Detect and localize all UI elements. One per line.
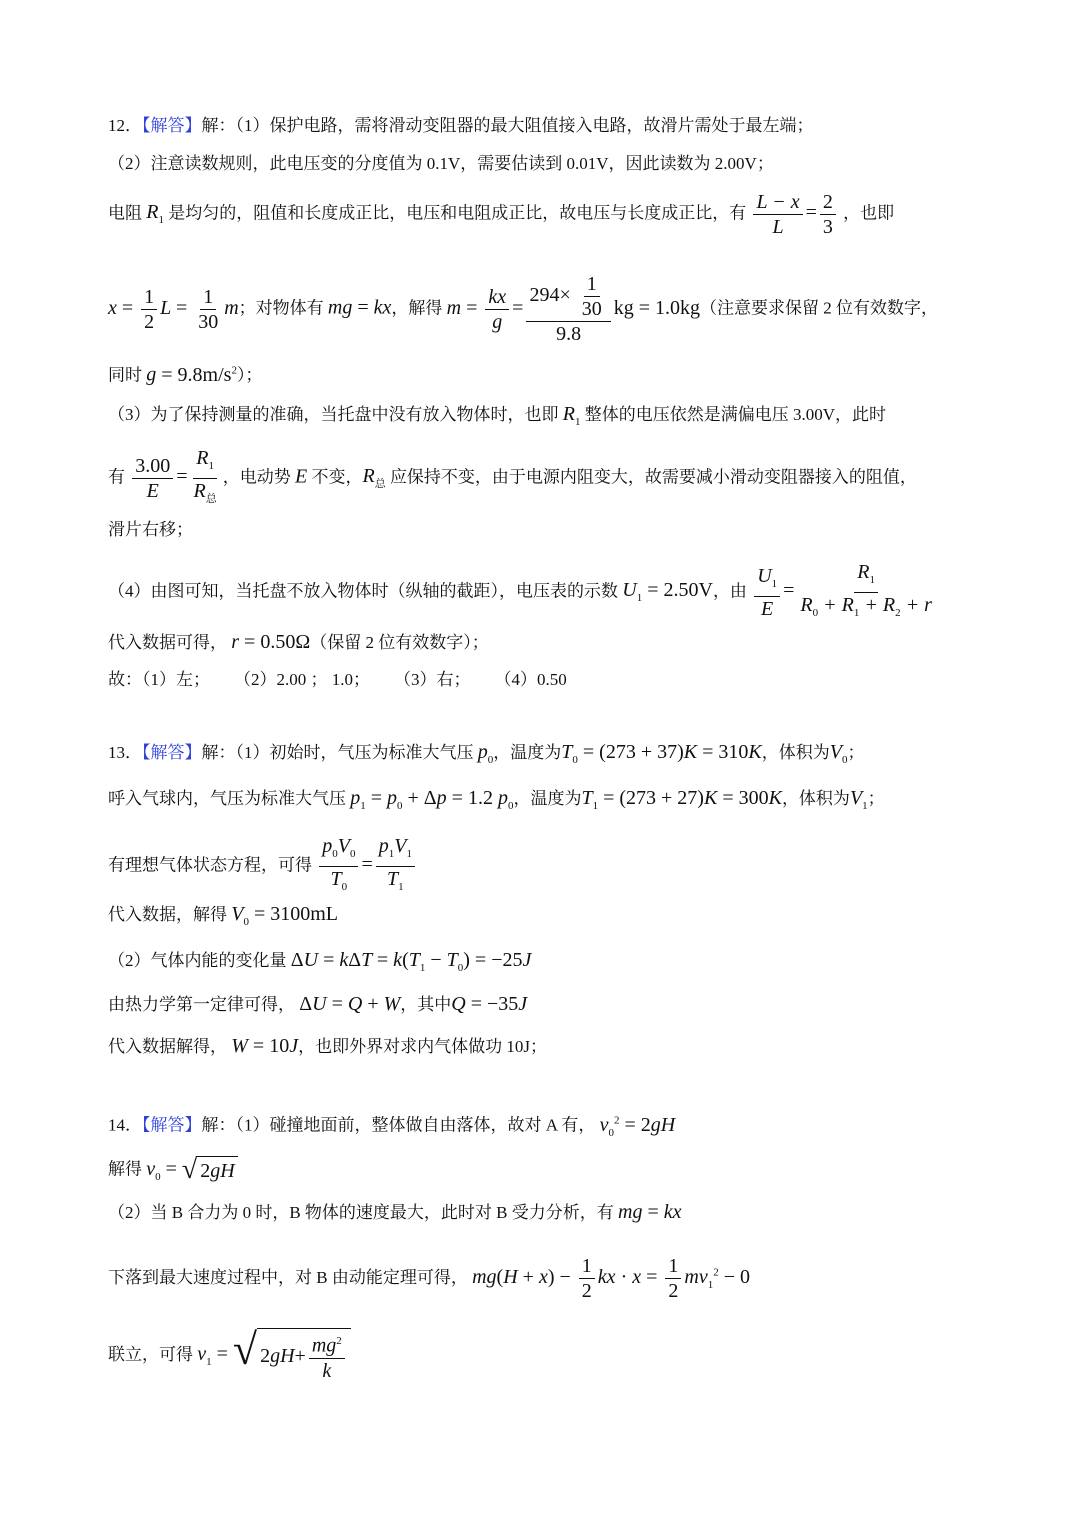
q14-line-5: 联立，可得 $v_1$ = √ 2 gH + $\frac{mg^2}{k}$ [108, 1328, 984, 1383]
math-x-value: x = $\frac{1}{2}$ L = $\frac{1}{30}$ m [108, 285, 239, 333]
q12-line-6: （3）为了保持测量的准确，当托盘中没有放入物体时，也即 $R_1$ 整体的电压依然是满偏电压 3.00V，此时 [108, 403, 886, 428]
math-g-value: $g = 9.8m/s^2$ [146, 363, 237, 386]
math-ratio: $\frac{L - x}{L}$ [753, 190, 802, 239]
q12-line-5: 同时 $g = 9.8m/s^2$）； [108, 363, 263, 386]
q12-line-4: x = $\frac{1}{2}$ L = $\frac{1}{30}$ m；对物体有 mg = kx，解得 m = $\frac{kx}{g}$ = 294× $\frac{1}{30}$ 9.8 kg = 1.0kg（注意要求保留 2 位有效数字， [108, 273, 939, 345]
q13-line-6: 由热力学第一定律可得， ΔU = Q + W，其中Q = −35J [108, 993, 528, 1015]
math-r-value: r = 0.50Ω [231, 631, 311, 653]
math-u1: $U_1 = 2.50V$ [622, 579, 713, 605]
math-m-solve: m = $\frac{kx}{g}$ = 294× $\frac{1}{30}$ 9.8 kg = 1.0kg [446, 273, 701, 345]
math-mg-kx: mg = kx [327, 296, 392, 319]
q14-line-2: 解得 $v_0$ = √ 2 gH [108, 1156, 984, 1189]
q13-line-7: 代入数据解得， W = 10J，也即外界对求内气体做功 10J； [108, 1035, 547, 1057]
q13-line-1: 13．【解答】解：（1）初始时，气压为标准大气压 $p_0$，温度为$T_0 = (273 + 37)K = 310K$，体积为$V_0$； [108, 741, 865, 766]
math-v1: $v_1$ = √ 2 gH + $\frac{mg^2}{k}$ [197, 1343, 351, 1365]
q13-answer-tag: 【解答】 [142, 743, 202, 762]
q13-line-3: 有理想气体状态方程，可得 $\frac{p_0V_0}{T_0}$ = $\frac{p_1V_1}{T_1}$ [108, 834, 984, 899]
q12-line-9: （4）由图可知，当托盘不放入物体时（纵轴的截距），电压表的示数 $U_1 = 2.50V$，由 $\frac{U_1}{E}$ = $\frac{R_1}{R_0 + R_1 + R_2 + r}$ [108, 561, 932, 620]
q13-line-5: （2）气体内能的变化量 $\Delta U = k\Delta T = k(T_1 - T_0) = -25J$ [108, 949, 532, 974]
q13-line-4: 代入数据，解得 $V_0 = 3100mL$ [108, 903, 339, 928]
math-gas-law: $\frac{p_0V_0}{T_0}$ [319, 834, 358, 899]
q14-line-4: 下落到最大速度过程中，对 B 由动能定理可得， mg(H + x) − $\frac{1}{2}$ kx · x = $\frac{1}{2}$ $mv_1^2 - 0$ [108, 1255, 751, 1302]
q12-line-1: 12．【解答】解：（1）保护电路，需将滑动变阻器的最大阻值接入电路，故滑片需处于最左端； [108, 116, 814, 135]
q12-line-2: （2）注意读数规则，此电压变的分度值为 0.1V，需要估读到 0.01V，因此读数为 2.00V； [108, 154, 774, 173]
q12-number: 12． [108, 116, 142, 135]
q14-line-3: （2）当 B 合力为 0 时，B 物体的速度最大，此时对 B 受力分析，有 mg = kx [108, 1201, 682, 1223]
q12-answer-tag: 【解答】 [142, 116, 202, 135]
math-voltage-ratio: $\frac{3.00}{E}$ [132, 454, 173, 503]
q12-line-3: 电阻 $R_1$ 是均匀的，阻值和长度成正比，电压和电阻成正比，故电压与长度成正比，有 $\frac{L - x}{L}$ = $\frac{2}{3}$ ，也即 [108, 191, 895, 238]
q13-line-2: 呼入气球内，气压为标准大气压 $p_1 = p_0 + \Delta p = 1.2$ $p_0$，温度为$T_1 = (273 + 27)K = 300K$，体积为$V_1$； [108, 787, 885, 812]
q12-answers: 故：（1）左； （2）2.00 ； 1.0； （3）右； （4）0.50 [108, 670, 567, 689]
math-energy: mg(H + x) − $\frac{1}{2}$ kx · x = $\frac{1}{2}$ $mv_1^2 - 0$ [472, 1255, 751, 1302]
q13-number: 13． [108, 743, 142, 762]
q14-answer-tag: 【解答】 [142, 1115, 202, 1135]
q14-number: 14． [108, 1115, 142, 1135]
math-r1: $R_1$ [146, 201, 164, 227]
q12-line-7: 有 $\frac{3.00}{E}$ = $\frac{R_1}{R_总}$ ，电动势 E 不变，$R_总$ 应保持不变，由于电源内阻变大，故需要减小滑动变阻器接入的阻值， [108, 447, 917, 505]
q12-line-10: 代入数据可得， r = 0.50Ω（保留 2 位有效数字）； [108, 631, 489, 653]
q14-line-1: 14．【解答】解：（1）碰撞地面前，整体做自由落体，故对 A 有， $v_0^2 = 2gH$ [108, 1113, 676, 1139]
math-circuit-ratio: $\frac{U_1}{E}$ [754, 564, 780, 621]
q12-line-8: 滑片右移； [108, 520, 193, 539]
